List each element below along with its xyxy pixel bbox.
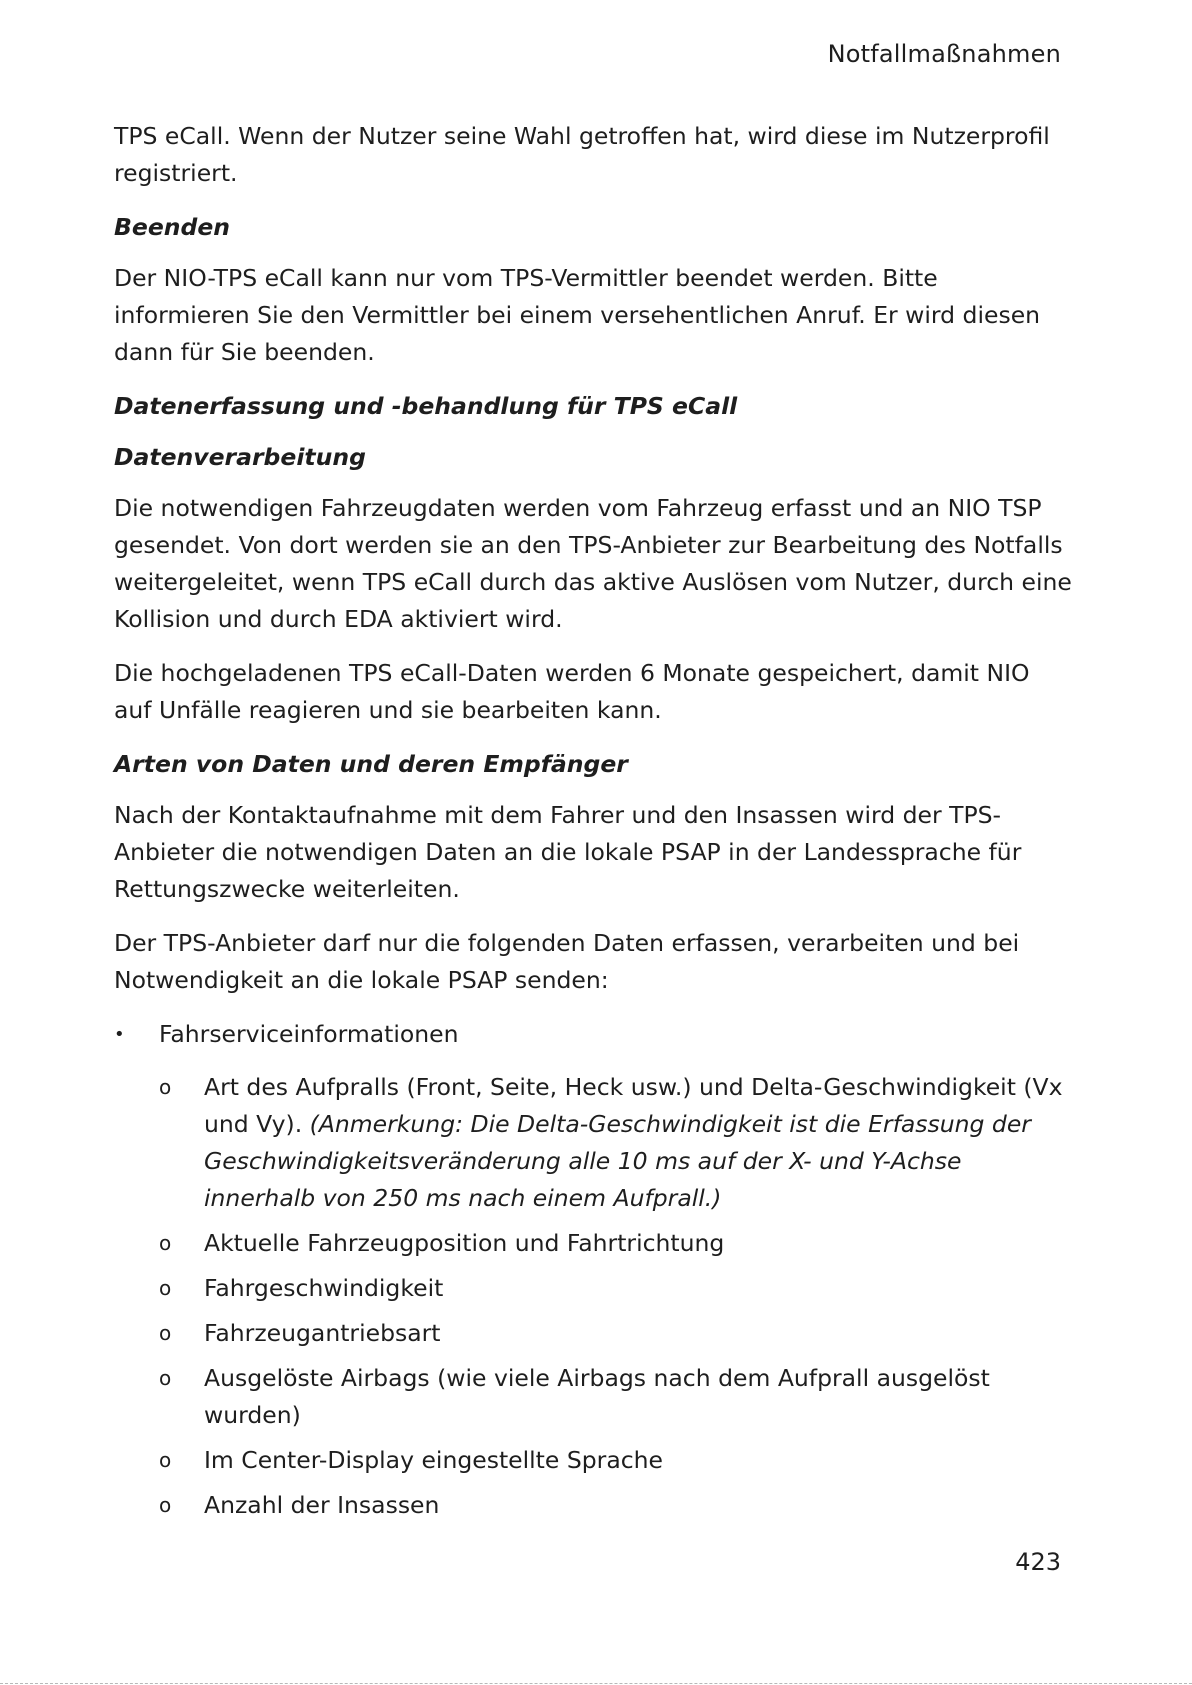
sub-list [159, 1069, 1074, 1524]
paragraph-datenumfang: Der TPS-Anbieter darf nur die folgenden Daten erfassen, verarbeiten und bei Notwendigkeit an die lokale PSAP senden: [114, 929, 1020, 994]
page-bottom-edge [0, 1683, 1192, 1684]
list-item-label: Fahrserviceinformationen [159, 1020, 459, 1048]
page-number: 423 [1015, 1548, 1061, 1576]
page-body [114, 118, 1074, 1538]
paragraph-datenverarbeitung: Die notwendigen Fahrzeugdaten werden vom Fahrzeug erfasst und an NIO TSP gesendet. Von dort werden sie an den TPS-Anbieter zur Bearbeitung des Notfalls weitergeleitet, wenn TPS eCall durch das aktive Auslösen vom Nutzer, durch eine Kollision und durch EDA aktiviert wird. [114, 494, 1072, 633]
heading-datenerfassung: Datenerfassung und -behandlung für TPS eCall [114, 392, 738, 420]
sub-list-item: o Aktuelle Fahrzeugposition und Fahrtrichtung [159, 1225, 1074, 1262]
heading-beenden: Beenden [114, 213, 231, 241]
sub-item-text: Art des Aufpralls (Front, Seite, Heck usw.) und Delta-Geschwindigkeit (Vx und Vy). [204, 1073, 1063, 1138]
paragraph-registration: TPS eCall. Wenn der Nutzer seine Wahl getroffen hat, wird diese im Nutzerprofil registriert. [114, 122, 1050, 187]
running-header: Notfallmaßnahmen [827, 40, 1061, 68]
heading-datenverarbeitung: Datenverarbeitung [114, 443, 366, 471]
sub-item-note: (Anmerkung: Die Delta-Geschwindigkeit ist die Erfassung der Geschwindigkeitsveränderung alle 10 ms auf der X- und Y-Achse innerhalb von 250 ms nach einem Aufprall.) [204, 1110, 1031, 1212]
sub-list-item: o Anzahl der Insassen [159, 1487, 1074, 1524]
sub-list-item [159, 1069, 1074, 1217]
paragraph-speicherung: Die hochgeladenen TPS eCall-Daten werden 6 Monate gespeichert, damit NIO auf Unfälle reagieren und sie bearbeiten kann. [114, 659, 1030, 724]
paragraph-weiterleitung: Nach der Kontaktaufnahme mit dem Fahrer und den Insassen wird der TPS-Anbieter die notwendigen Daten an die lokale PSAP in der Landessprache für Rettungszwecke weiterleiten. [114, 801, 1022, 903]
sub-list-item: o Fahrgeschwindigkeit [159, 1270, 1074, 1307]
paragraph-beenden: Der NIO-TPS eCall kann nur vom TPS-Vermittler beendet werden. Bitte informieren Sie den Vermittler bei einem versehentlichen Anruf. Er wird diesen dann für Sie beenden. [114, 264, 1041, 366]
data-list [114, 1016, 1074, 1524]
list-item [114, 1016, 1074, 1524]
heading-arten-von-daten: Arten von Daten und deren Empfänger [114, 750, 628, 778]
sub-list-item: o Ausgelöste Airbags (wie viele Airbags nach dem Aufprall ausgelöst wurden) [159, 1360, 1074, 1434]
sub-list-item: o Im Center-Display eingestellte Sprache [159, 1442, 1074, 1479]
sub-list-item: o Fahrzeugantriebsart [159, 1315, 1074, 1352]
